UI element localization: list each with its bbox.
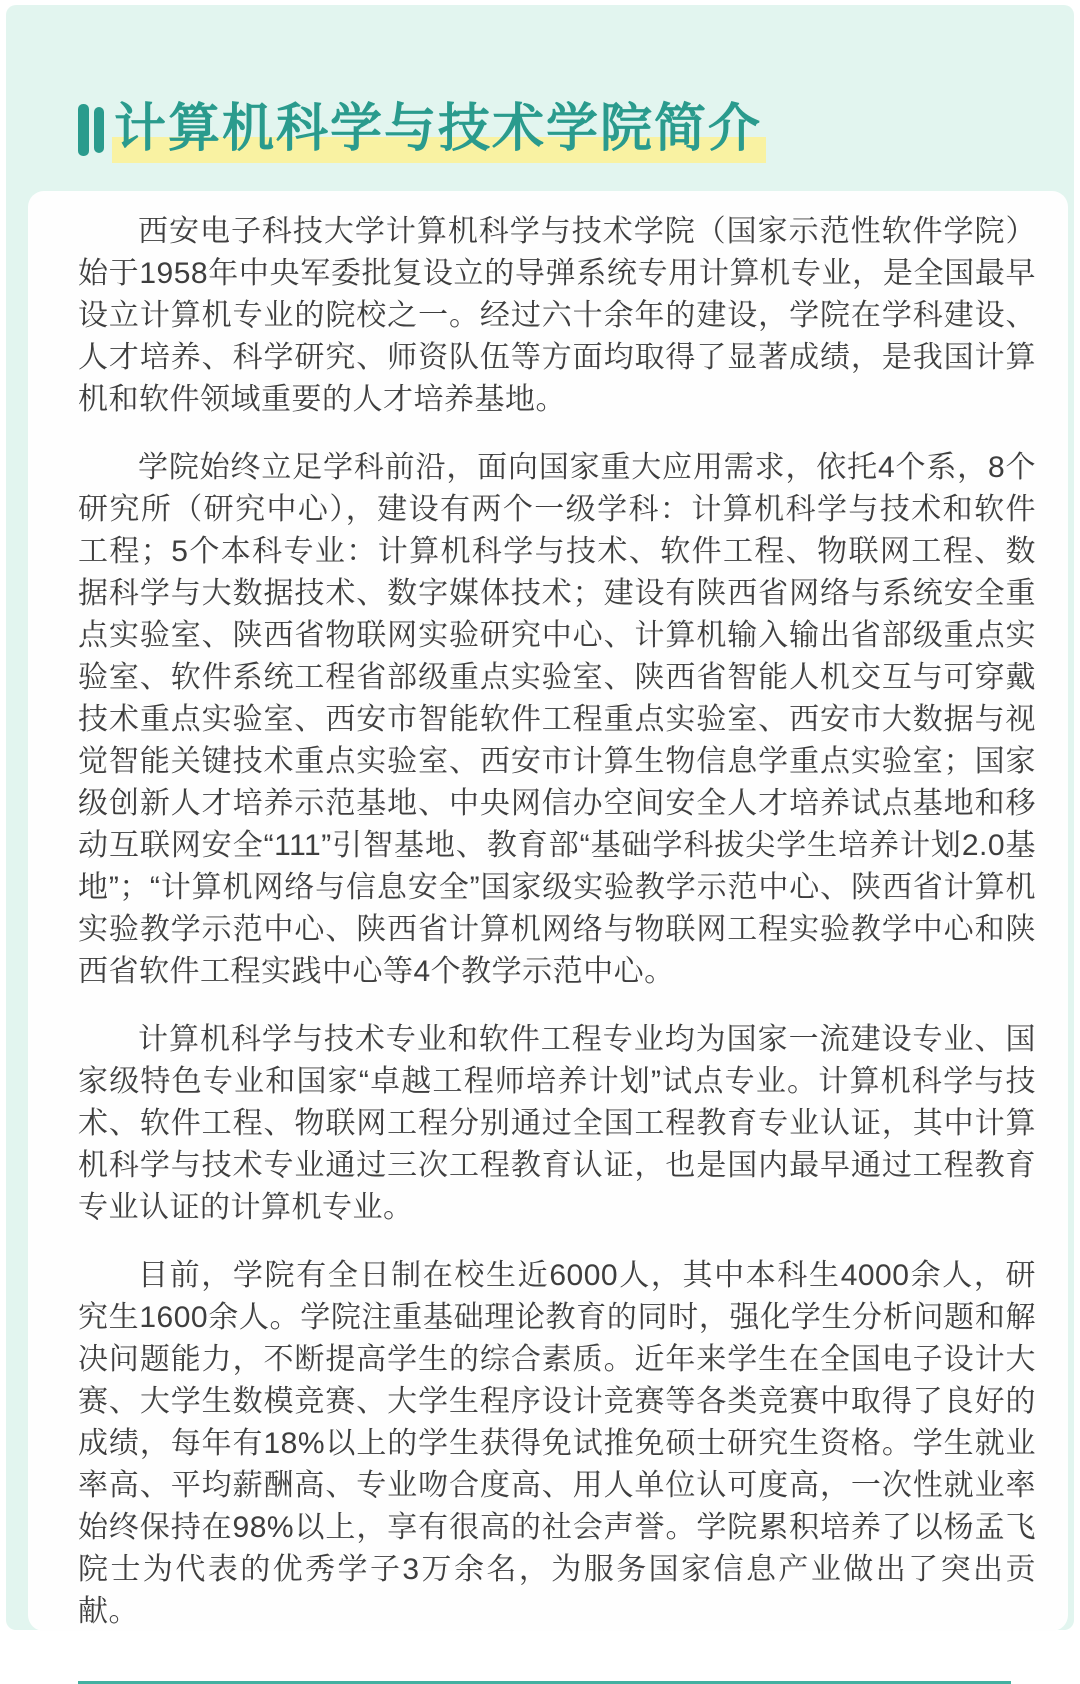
paragraph-students: 目前，学院有全日制在校生近6000人，其中本科生4000余人，研究生1600余人。学院注重基础理论教育的同时，强化学生分析问题和解决问题能力，不断提高学生的综合素质。近年来学生在全国电子设计大赛、大学生数模竞赛、大学生程序设计竞赛等各类竞赛中取得了良好的成绩，每年有18%以上的学生获得免试推免硕士研究生资格。学生就业率高、平均薪酬高、专业吻合度高、用人单位认可度高，一次性就业率始终保持在98%以上，享有很高的社会声誉。学院累积培养了以杨孟飞院士为代表的优秀学子3万余名，为服务国家信息产业做出了突出贡献。	[78, 1255, 1036, 1633]
paragraph-disciplines-labs: 学院始终立足学科前沿，面向国家重大应用需求，依托4个系，8个研究所（研究中心），建设有两个一级学科：计算机科学与技术和软件工程；5个本科专业：计算机科学与技术、软件工程、物联网工程、数据科学与大数据技术、数字媒体技术；建设有陕西省网络与系统安全重点实验室、陕西省物联网实验研究中心、计算机输入输出省部级重点实验室、软件系统工程省部级重点实验室、陕西省智能人机交互与可穿戴技术重点实验室、西安市智能软件工程重点实验室、西安市大数据与视觉智能关键技术重点实验室、西安市计算生物信息学重点实验室；国家级创新人才培养示范基地、中央网信办空间安全人才培养试点基地和移动互联网安全“111”引智基地、教育部“基础学科拔尖学生培养计划2.0基地”；“计算机网络与信息安全”国家级实验教学示范中心、陕西省计算机实验教学示范中心、陕西省计算机网络与物联网工程实验教学中心和陕西省软件工程实践中心等4个教学示范中心。	[78, 447, 1036, 993]
content-card	[28, 191, 1068, 1631]
paragraph-accreditation: 计算机科学与技术专业和软件工程专业均为国家一流建设专业、国家级特色专业和国家“卓越工程师培养计划”试点专业。计算机科学与技术、软件工程、物联网工程分别通过全国工程教育专业认证，其中计算机科学与技术专业通过三次工程教育认证，也是国内最早通过工程教育专业认证的计算机专业。	[78, 1019, 1036, 1229]
page-title: 计算机科学与技术学院简介	[112, 97, 766, 163]
paragraph-history: 西安电子科技大学计算机科学与技术学院（国家示范性软件学院）始于1958年中央军委批复设立的导弹系统专用计算机专业，是全国最早设立计算机专业的院校之一。经过六十余年的建设，学院在学科建设、人才培养、科学研究、师资队伍等方面均取得了显著成绩，是我国计算机和软件领域重要的人才培养基地。	[78, 211, 1036, 421]
bar-right	[94, 107, 104, 153]
page-background-panel	[6, 5, 1074, 1630]
article-body	[28, 191, 1068, 1684]
bar-left	[78, 104, 89, 156]
double-bar-icon	[78, 104, 104, 156]
article-header	[78, 97, 766, 163]
